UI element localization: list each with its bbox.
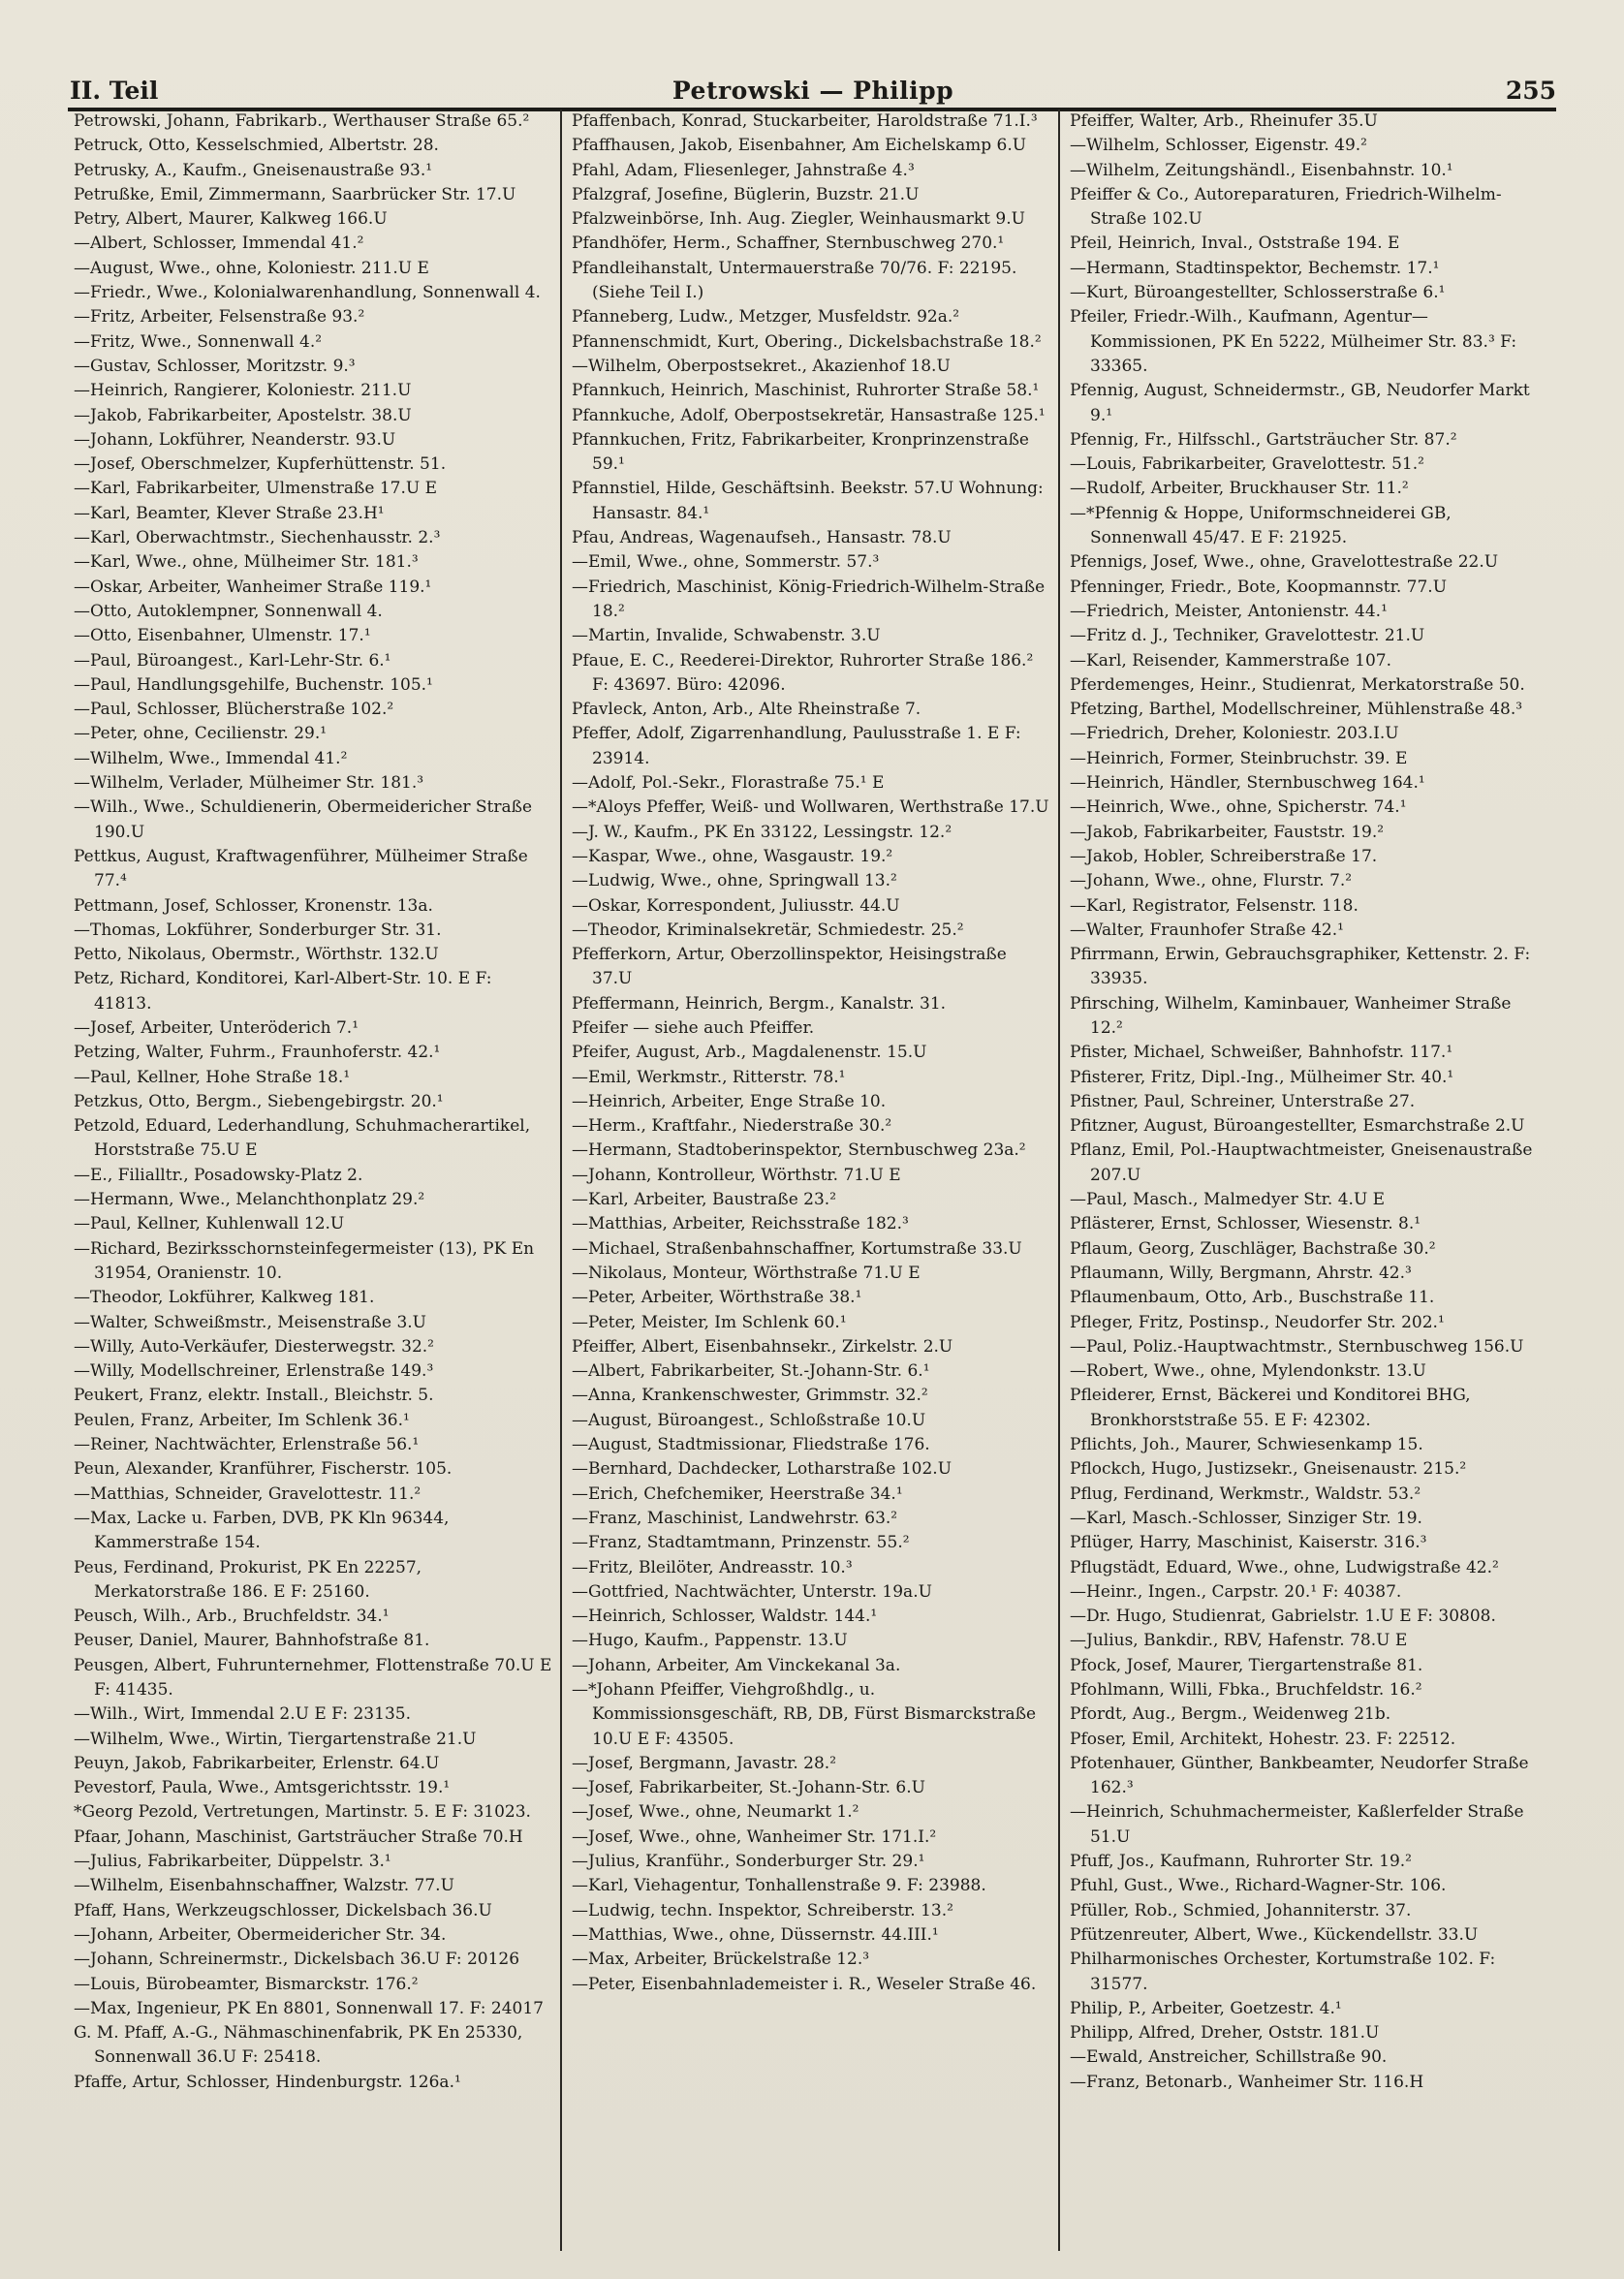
directory-entry: —Wilhelm, Eisenbahnschaffner, Walzstr. 77.U xyxy=(74,1876,454,1896)
directory-entry: —Heinrich, Arbeiter, Enge Straße 10. xyxy=(572,1091,887,1111)
directory-entry: —Heinrich, Schuhmachermeister, Kaßlerfelder Straße 51.U xyxy=(1070,1802,1524,1847)
directory-entry: —Theodor, Kriminalsekretär, Schmiedestr. 25.² xyxy=(572,920,964,940)
directory-entry: Pflaumenbaum, Otto, Arb., Buschstraße 11. xyxy=(1070,1288,1435,1308)
directory-entry: —Walter, Schweißmstr., Meisenstraße 3.U xyxy=(74,1312,427,1332)
directory-entry: Pfistner, Paul, Schreiner, Unterstraße 27. xyxy=(1070,1091,1416,1111)
directory-entry: Philipp, Alfred, Dreher, Oststr. 181.U xyxy=(1070,2023,1380,2044)
directory-entry: Pflugstädt, Eduard, Wwe., ohne, Ludwigstraße 42.² xyxy=(1070,1557,1499,1577)
directory-entry: —Johann, Arbeiter, Am Vinckekanal 3a. xyxy=(572,1655,901,1675)
directory-entry: Pfeil, Heinrich, Inval., Oststraße 194. E xyxy=(1070,234,1400,254)
directory-entry: Pfennig, Fr., Hilfsschl., Gartsträucher Str. 87.² xyxy=(1070,429,1457,450)
directory-entry: —*Johann Pfeiffer, Viehgroßhdlg., u. Kommissionsgeschäft, RB, DB, Fürst Bismarckstraße 10.U E F: 43505. xyxy=(572,1680,1037,1749)
directory-entry: —Ludwig, Wwe., ohne, Springwall 13.² xyxy=(572,871,897,891)
directory-entry: —Johann, Wwe., ohne, Flurstr. 7.² xyxy=(1070,871,1353,891)
directory-entry: —Kurt, Büroangestellter, Schlosserstraße 6.¹ xyxy=(1070,283,1446,303)
directory-entry: —*Aloys Pfeffer, Weiß- und Wollwaren, Werthstraße 17.U xyxy=(572,797,1049,818)
directory-entry: Pfuff, Jos., Kaufmann, Ruhrorter Str. 19.² xyxy=(1070,1852,1412,1872)
directory-entry: —Gottfried, Nachtwächter, Unterstr. 19a.U xyxy=(572,1581,932,1602)
directory-entry: Petrußke, Emil, Zimmermann, Saarbrücker Str. 17.U xyxy=(74,184,516,204)
directory-entry: —Julius, Fabrikarbeiter, Düppelstr. 3.¹ xyxy=(74,1852,391,1872)
directory-entry: —Anna, Krankenschwester, Grimmstr. 32.² xyxy=(572,1386,928,1406)
directory-entry: —Karl, Reisender, Kammerstraße 107. xyxy=(1070,650,1391,671)
part-label: II. Teil xyxy=(70,77,159,105)
directory-entry: Pfister, Michael, Schweißer, Bahnhofstr. 117.¹ xyxy=(1070,1043,1453,1063)
directory-entry: Pfüller, Rob., Schmied, Johanniterstr. 37. xyxy=(1070,1900,1412,1920)
directory-entry: —Josef, Bergmann, Javastr. 28.² xyxy=(572,1753,837,1773)
directory-entry: —Hermann, Wwe., Melanchthonplatz 29.² xyxy=(74,1190,425,1210)
directory-entry: —Josef, Fabrikarbeiter, St.-Johann-Str. 6.U xyxy=(572,1778,925,1798)
directory-entry: —Paul, Kellner, Hohe Straße 18.¹ xyxy=(74,1067,351,1087)
directory-entry: —Willy, Auto-Verkäufer, Diesterwegstr. 32.² xyxy=(74,1336,434,1357)
directory-entry: Peus, Ferdinand, Prokurist, PK En 22257, Merkatorstraße 186. E F: 25160. xyxy=(74,1557,422,1602)
directory-entry: Pfannkuche, Adolf, Oberpostsekretär, Hansastraße 125.¹ xyxy=(572,405,1046,425)
directory-entry: —Jakob, Fabrikarbeiter, Apostelstr. 38.U xyxy=(74,405,412,425)
directory-entry: G. M. Pfaff, A.-G., Nähmaschinenfabrik, PK En 25330, Sonnenwall 36.U F: 25418. xyxy=(74,2023,523,2068)
directory-entry: Philharmonisches Orchester, Kortumstraße 102. F: 31577. xyxy=(1070,1950,1496,1994)
directory-entry: Pfotenhauer, Günther, Bankbeamter, Neudorfer Straße 162.³ xyxy=(1070,1753,1529,1798)
directory-entry: Pflug, Ferdinand, Werkmstr., Waldstr. 53.² xyxy=(1070,1483,1421,1504)
directory-entry: —Karl, Masch.-Schlosser, Sinziger Str. 19. xyxy=(1070,1508,1422,1528)
directory-entry: Pflaumann, Willy, Bergmann, Ahrstr. 42.³ xyxy=(1070,1263,1412,1283)
column-middle xyxy=(560,109,1058,2251)
directory-entry: Peusch, Wilh., Arb., Bruchfeldstr. 34.¹ xyxy=(74,1607,390,1627)
directory-entry: Pfeiler, Friedr.-Wilh., Kaufmann, Agentur—Kommissionen, PK En 5222, Mülheimer Str. 83.³ F: 33365. xyxy=(1070,307,1517,376)
directory-entry: Pfetzing, Barthel, Modellschreiner, Mühlenstraße 48.³ xyxy=(1070,700,1523,720)
directory-entry: —Friedrich, Dreher, Koloniestr. 203.I.U xyxy=(1070,724,1399,744)
directory-entry: —Louis, Bürobeamter, Bismarckstr. 176.² xyxy=(74,1974,419,1994)
directory-entry: —Wilh., Wirt, Immendal 2.U E F: 23135. xyxy=(74,1704,411,1725)
directory-entry: Petto, Nikolaus, Obermstr., Wörthstr. 132.U xyxy=(74,945,439,965)
directory-entry: —Hugo, Kaufm., Pappenstr. 13.U xyxy=(572,1631,848,1651)
directory-entry: —Karl, Arbeiter, Baustraße 23.² xyxy=(572,1190,837,1210)
directory-entry: —*Pfennig & Hoppe, Uniformschneiderei GB, Sonnenwall 45/47. E F: 21925. xyxy=(1070,503,1452,548)
directory-entry: —Albert, Fabrikarbeiter, St.-Johann-Str. 6.¹ xyxy=(572,1361,930,1382)
directory-entry: Pfeifer, August, Arb., Magdalenenstr. 15.U xyxy=(572,1043,927,1063)
directory-entry: —Friedr., Wwe., Kolonialwarenhandlung, Sonnenwall 4. xyxy=(74,283,541,303)
directory-entry: Pevestorf, Paula, Wwe., Amtsgerichtsstr. 19.¹ xyxy=(74,1778,451,1798)
directory-entry: —J. W., Kaufm., PK En 33122, Lessingstr. 12.² xyxy=(572,822,953,842)
directory-entry: —Max, Ingenieur, PK En 8801, Sonnenwall 17. F: 24017 xyxy=(74,1998,544,2018)
directory-entry: Pfeiffer & Co., Autoreparaturen, Friedrich-Wilhelm-Straße 102.U xyxy=(1070,184,1502,230)
directory-entry: —Julius, Bankdir., RBV, Hafenstr. 78.U E xyxy=(1070,1631,1408,1651)
directory-entry: —Thomas, Lokführer, Sonderburger Str. 31. xyxy=(74,920,442,940)
directory-entry: —Karl, Oberwachtmstr., Siechenhausstr. 2.³ xyxy=(74,528,441,548)
directory-entry: —Karl, Wwe., ohne, Mülheimer Str. 181.³ xyxy=(74,552,419,573)
directory-entry: Pfennig, August, Schneidermstr., GB, Neudorfer Markt 9.¹ xyxy=(1070,381,1530,425)
directory-entry: —Kaspar, Wwe., ohne, Wasgaustr. 19.² xyxy=(572,846,893,866)
directory-entry: —Peter, Meister, Im Schlenk 60.¹ xyxy=(572,1312,847,1332)
directory-entry: Peun, Alexander, Kranführer, Fischerstr. 105. xyxy=(74,1459,453,1480)
directory-entry: —Franz, Betonarb., Wanheimer Str. 116.H xyxy=(1070,2072,1424,2092)
directory-entry: Pfeifer — siehe auch Pfeiffer. xyxy=(572,1017,815,1038)
directory-entry: —Wilhelm, Wwe., Immendal 41.² xyxy=(74,748,348,768)
directory-entry: —Theodor, Lokführer, Kalkweg 181. xyxy=(74,1288,375,1308)
directory-entry: Pfavleck, Anton, Arb., Alte Rheinstraße 7. xyxy=(572,700,921,720)
directory-entry: Pfaffenbach, Konrad, Stuckarbeiter, Haroldstraße 71.I.³ xyxy=(572,111,1038,131)
directory-entry: Pfitzner, August, Büroangestellter, Esmarchstraße 2.U xyxy=(1070,1116,1525,1137)
directory-entry: Pfannkuch, Heinrich, Maschinist, Ruhrorter Straße 58.¹ xyxy=(572,381,1040,401)
directory-entry: Pfeffer, Adolf, Zigarrenhandlung, Paulusstraße 1. E F: 23914. xyxy=(572,724,1021,768)
directory-entry: Pfau, Andreas, Wagenaufseh., Hansastr. 78.U xyxy=(572,528,952,548)
directory-entry: —Fritz d. J., Techniker, Gravelottestr. 21.U xyxy=(1070,626,1425,646)
directory-entry: Peuser, Daniel, Maurer, Bahnhofstraße 81. xyxy=(74,1631,430,1651)
directory-entry: Pfalzweinbörse, Inh. Aug. Ziegler, Weinhausmarkt 9.U xyxy=(572,209,1025,230)
directory-entry: —Emil, Werkmstr., Ritterstr. 78.¹ xyxy=(572,1067,846,1087)
column-left xyxy=(70,109,560,2251)
directory-entry: Petruck, Otto, Kesselschmied, Albertstr. 28. xyxy=(74,136,439,156)
directory-entry: —Heinrich, Schlosser, Waldstr. 144.¹ xyxy=(572,1607,878,1627)
directory-entry: —Fritz, Wwe., Sonnenwall 4.² xyxy=(74,331,323,352)
directory-entry: Pfordt, Aug., Bergm., Weidenweg 21b. xyxy=(1070,1704,1391,1725)
directory-entry: Pfleger, Fritz, Postinsp., Neudorfer Str. 202.¹ xyxy=(1070,1312,1445,1332)
directory-entry: —Karl, Beamter, Klever Straße 23.H¹ xyxy=(74,503,385,523)
directory-entry: —E., Filialltr., Posadowsky-Platz 2. xyxy=(74,1165,363,1185)
directory-entry: —Herm., Kraftfahr., Niederstraße 30.² xyxy=(572,1116,892,1137)
directory-entry: —Heinr., Ingen., Carpstr. 20.¹ F: 40387. xyxy=(1070,1581,1402,1602)
directory-entry: —Reiner, Nachtwächter, Erlenstraße 56.¹ xyxy=(74,1435,420,1455)
directory-entry: —Julius, Kranführ., Sonderburger Str. 29.¹ xyxy=(572,1852,925,1872)
directory-entry: Pfaue, E. C., Reederei-Direktor, Ruhrorter Straße 186.² F: 43697. Büro: 42096. xyxy=(572,650,1034,695)
directory-entry: —Hermann, Stadtinspektor, Bechemstr. 17.¹ xyxy=(1070,258,1440,278)
directory-entry: —Peter, Arbeiter, Wörthstraße 38.¹ xyxy=(572,1288,862,1308)
directory-entry: —Peter, ohne, Cecilienstr. 29.¹ xyxy=(74,724,328,744)
directory-entry: —Heinrich, Wwe., ohne, Spicherstr. 74.¹ xyxy=(1070,797,1407,818)
directory-entry: —Otto, Autoklempner, Sonnenwall 4. xyxy=(74,601,383,621)
directory-entry: Pferdemenges, Heinr., Studienrat, Merkatorstraße 50. xyxy=(1070,674,1525,695)
directory-entry: —Franz, Stadtamtmann, Prinzenstr. 55.² xyxy=(572,1533,910,1553)
directory-entry: —Emil, Wwe., ohne, Sommerstr. 57.³ xyxy=(572,552,880,573)
directory-entry: —Rudolf, Arbeiter, Bruckhauser Str. 11.² xyxy=(1070,479,1409,499)
directory-entry: —Franz, Maschinist, Landwehrstr. 63.² xyxy=(572,1508,898,1528)
directory-entry: Pfeffermann, Heinrich, Bergm., Kanalstr. 31. xyxy=(572,993,947,1014)
directory-entry: —Johann, Kontrolleur, Wörthstr. 71.U E xyxy=(572,1165,901,1185)
directory-entry: —Jakob, Fabrikarbeiter, Fauststr. 19.² xyxy=(1070,822,1385,842)
directory-entry: Petzold, Eduard, Lederhandlung, Schuhmacherartikel, Horststraße 75.U E xyxy=(74,1116,531,1161)
directory-entry: —Michael, Straßenbahnschaffner, Kortumstraße 33.U xyxy=(572,1238,1022,1259)
directory-entry: —Oskar, Korrespondent, Juliusstr. 44.U xyxy=(572,895,900,916)
directory-entry: Pfeiffer, Albert, Eisenbahnsekr., Zirkelstr. 2.U xyxy=(572,1336,953,1357)
directory-entry: Pfannstiel, Hilde, Geschäftsinh. Beekstr. 57.U Wohnung: Hansastr. 84.¹ xyxy=(572,479,1044,523)
directory-entry: Pfirsching, Wilhelm, Kaminbauer, Wanheimer Straße 12.² xyxy=(1070,993,1512,1038)
directory-entry: —Josef, Wwe., ohne, Wanheimer Str. 171.I.² xyxy=(572,1826,937,1847)
directory-entry: Pfaar, Johann, Maschinist, Gartsträucher Straße 70.H xyxy=(74,1826,523,1847)
directory-entry: —Oskar, Arbeiter, Wanheimer Straße 119.¹ xyxy=(74,577,432,597)
directory-entry: Pfannenschmidt, Kurt, Obering., Dickelsbachstraße 18.² xyxy=(572,331,1042,352)
directory-entry: —Louis, Fabrikarbeiter, Gravelottestr. 51.² xyxy=(1070,454,1424,475)
directory-entry: —Wilhelm, Oberpostsekret., Akazienhof 18.U xyxy=(572,356,951,376)
directory-entry: Petzing, Walter, Fuhrm., Fraunhoferstr. 42.¹ xyxy=(74,1043,441,1063)
directory-entry: —Paul, Handlungsgehilfe, Buchenstr. 105.¹ xyxy=(74,674,433,695)
directory-entry: —Wilhelm, Verlader, Mülheimer Str. 181.³ xyxy=(74,773,424,794)
directory-entry: —Gustav, Schlosser, Moritzstr. 9.³ xyxy=(74,356,356,376)
directory-entry: —Heinrich, Rangierer, Koloniestr. 211.U xyxy=(74,381,412,401)
directory-entry: Pfenninger, Friedr., Bote, Koopmannstr. 77.U xyxy=(1070,577,1448,597)
directory-entry: —Peter, Eisenbahnlademeister i. R., Weseler Straße 46. xyxy=(572,1974,1037,1994)
directory-entry: —Matthias, Wwe., ohne, Düssernstr. 44.III.¹ xyxy=(572,1924,939,1945)
directory-entry: —Willy, Modellschreiner, Erlenstraße 149.³ xyxy=(74,1361,434,1382)
directory-entry: Pfandhöfer, Herm., Schaffner, Sternbuschweg 270.¹ xyxy=(572,234,1005,254)
directory-entry: —August, Büroangest., Schloßstraße 10.U xyxy=(572,1410,926,1430)
directory-entry: —Paul, Büroangest., Karl-Lehr-Str. 6.¹ xyxy=(74,650,391,671)
directory-entry: —August, Wwe., ohne, Koloniestr. 211.U E xyxy=(74,258,429,278)
directory-entry: Pflüger, Harry, Maschinist, Kaiserstr. 316.³ xyxy=(1070,1533,1427,1553)
directory-entry: —Walter, Fraunhofer Straße 42.¹ xyxy=(1070,920,1344,940)
directory-entry: —Paul, Schlosser, Blücherstraße 102.² xyxy=(74,700,394,720)
directory-entry: —August, Stadtmissionar, Fliedstraße 176. xyxy=(572,1435,930,1455)
directory-entry: Pfleiderer, Ernst, Bäckerei und Konditorei BHG, Bronkhorststraße 55. E F: 42302. xyxy=(1070,1386,1471,1430)
directory-entry: Pettkus, August, Kraftwagenführer, Mülheimer Straße 77.⁴ xyxy=(74,846,528,891)
directory-entry: Pfahl, Adam, Fliesenleger, Jahnstraße 4.³ xyxy=(572,160,915,180)
directory-entry: —Johann, Lokführer, Neanderstr. 93.U xyxy=(74,429,396,450)
directory-entry: —Ludwig, techn. Inspektor, Schreiberstr. 13.² xyxy=(572,1900,953,1920)
directory-entry: —Friedrich, Meister, Antonienstr. 44.¹ xyxy=(1070,601,1388,621)
directory-entry: Pfeiffer, Walter, Arb., Rheinufer 35.U xyxy=(1070,111,1378,131)
directory-entry: Pflästerer, Ernst, Schlosser, Wiesenstr. 8.¹ xyxy=(1070,1214,1421,1234)
directory-entry: Pflanz, Emil, Pol.-Hauptwachtmeister, Gneisenaustraße 207.U xyxy=(1070,1140,1533,1185)
directory-entry: —Wilhelm, Zeitungshändl., Eisenbahnstr. 10.¹ xyxy=(1070,160,1453,180)
directory-entry: —Paul, Kellner, Kuhlenwall 12.U xyxy=(74,1214,345,1234)
directory-entry: Pfaffhausen, Jakob, Eisenbahner, Am Eichelskamp 6.U xyxy=(572,136,1027,156)
directory-entry: Pfandleihanstalt, Untermauerstraße 70/76. F: 22195. (Siehe Teil I.) xyxy=(572,258,1017,303)
directory-entry: —Josef, Wwe., ohne, Neumarkt 1.² xyxy=(572,1802,859,1823)
directory-entry: —Jakob, Hobler, Schreiberstraße 17. xyxy=(1070,846,1378,866)
columns xyxy=(70,109,1556,2251)
directory-entry: —Hermann, Stadtoberinspektor, Sternbuschweg 23a.² xyxy=(572,1140,1026,1161)
page-number: 255 xyxy=(1505,77,1556,105)
directory-entry: Pfohlmann, Willi, Fbka., Bruchfeldstr. 16.² xyxy=(1070,1680,1422,1700)
directory-entry: —Johann, Arbeiter, Obermeidericher Str. 34. xyxy=(74,1924,447,1945)
directory-entry: Pfefferkorn, Artur, Oberzollinspektor, Heisingstraße 37.U xyxy=(572,945,1007,989)
directory-entry: —Karl, Registrator, Felsenstr. 118. xyxy=(1070,895,1359,916)
directory-entry: Pfaff, Hans, Werkzeugschlosser, Dickelsbach 36.U xyxy=(74,1900,492,1920)
directory-entry: Pfalzgraf, Josefine, Büglerin, Buzstr. 21.U xyxy=(572,184,920,204)
directory-entry: —Robert, Wwe., ohne, Mylendonkstr. 13.U xyxy=(1070,1361,1426,1382)
directory-entry: Petzkus, Otto, Bergm., Siebengebirgstr. 20.¹ xyxy=(74,1091,444,1111)
directory-entry: Pfock, Josef, Maurer, Tiergartenstraße 81. xyxy=(1070,1655,1423,1675)
directory-entry: —Friedrich, Maschinist, König-Friedrich-Wilhelm-Straße 18.² xyxy=(572,577,1046,621)
directory-entry: *Georg Pezold, Vertretungen, Martinstr. 5. E F: 31023. xyxy=(74,1802,531,1823)
directory-entry: —Erich, Chefchemiker, Heerstraße 34.¹ xyxy=(572,1483,903,1504)
directory-entry: Pflaum, Georg, Zuschläger, Bachstraße 30.² xyxy=(1070,1238,1436,1259)
directory-entry: —Adolf, Pol.-Sekr., Florastraße 75.¹ E xyxy=(572,773,885,794)
directory-entry: —Ewald, Anstreicher, Schillstraße 90. xyxy=(1070,2047,1388,2068)
directory-entry: —Fritz, Bleilöter, Andreasstr. 10.³ xyxy=(572,1557,853,1577)
directory-entry: —Wilhelm, Schlosser, Eigenstr. 49.² xyxy=(1070,136,1367,156)
directory-entry: —Wilhelm, Wwe., Wirtin, Tiergartenstraße 21.U xyxy=(74,1729,477,1749)
directory-entry: —Johann, Schreinermstr., Dickelsbach 36.U F: 20126 xyxy=(74,1950,520,1970)
directory-entry: —Max, Lacke u. Farben, DVB, PK Kln 96344, Kammerstraße 154. xyxy=(74,1508,450,1553)
name-range: Petrowski — Philipp xyxy=(671,77,954,105)
directory-entry: Philip, P., Arbeiter, Goetzestr. 4.¹ xyxy=(1070,1998,1342,2018)
directory-entry: Petz, Richard, Konditorei, Karl-Albert-Str. 10. E F: 41813. xyxy=(74,969,492,1014)
directory-entry: Petrusky, A., Kaufm., Gneisenaustraße 93.¹ xyxy=(74,160,433,180)
directory-entry: —Josef, Oberschmelzer, Kupferhüttenstr. 51. xyxy=(74,454,447,475)
directory-entry: Pfoser, Emil, Architekt, Hohestr. 23. F: 22512. xyxy=(1070,1729,1456,1749)
directory-entry: —Heinrich, Händler, Sternbuschweg 164.¹ xyxy=(1070,773,1425,794)
directory-entry: —Martin, Invalide, Schwabenstr. 3.U xyxy=(572,626,881,646)
directory-entry: Petry, Albert, Maurer, Kalkweg 166.U xyxy=(74,209,388,230)
directory-entry: —Josef, Arbeiter, Unteröderich 7.¹ xyxy=(74,1017,359,1038)
directory-entry: —Matthias, Schneider, Gravelottestr. 11.² xyxy=(74,1483,422,1504)
directory-entry: Pfuhl, Gust., Wwe., Richard-Wagner-Str. 106. xyxy=(1070,1876,1447,1896)
directory-entry: —Dr. Hugo, Studienrat, Gabrielstr. 1.U E F: 30808. xyxy=(1070,1607,1496,1627)
directory-entry: —Matthias, Arbeiter, Reichsstraße 182.³ xyxy=(572,1214,909,1234)
directory-entry: Pfannkuchen, Fritz, Fabrikarbeiter, Kronprinzenstraße 59.¹ xyxy=(572,429,1029,475)
directory-entry: —Albert, Schlosser, Immendal 41.² xyxy=(74,234,364,254)
directory-entry: —Karl, Viehagentur, Tonhallenstraße 9. F: 23988. xyxy=(572,1876,986,1896)
directory-entry: Peuyn, Jakob, Fabrikarbeiter, Erlenstr. 64.U xyxy=(74,1753,440,1773)
directory-entry: Pfennigs, Josef, Wwe., ohne, Gravelottestraße 22.U xyxy=(1070,552,1499,573)
directory-entry: Petrowski, Johann, Fabrikarb., Werthauser Straße 65.² xyxy=(74,111,530,131)
directory-entry: —Fritz, Arbeiter, Felsenstraße 93.² xyxy=(74,307,365,328)
directory-entry: —Otto, Eisenbahner, Ulmenstr. 17.¹ xyxy=(74,626,371,646)
page-header xyxy=(70,56,1556,105)
directory-entry: Pfirrmann, Erwin, Gebrauchsgraphiker, Kettenstr. 2. F: 33935. xyxy=(1070,945,1531,989)
directory-entry: Pfisterer, Fritz, Dipl.-Ing., Mülheimer Str. 40.¹ xyxy=(1070,1067,1454,1087)
directory-entry: —Max, Arbeiter, Brückelstraße 12.³ xyxy=(572,1950,870,1970)
directory-entry: —Nikolaus, Monteur, Wörthstraße 71.U E xyxy=(572,1263,921,1283)
directory-entry: Pflichts, Joh., Maurer, Schwiesenkamp 15. xyxy=(1070,1435,1423,1455)
directory-entry: Peusgen, Albert, Fuhrunternehmer, Flottenstraße 70.U E F: 41435. xyxy=(74,1655,552,1700)
directory-entry: —Karl, Fabrikarbeiter, Ulmenstraße 17.U E xyxy=(74,479,438,499)
directory-entry: —Paul, Poliz.-Hauptwachtmstr., Sternbuschweg 156.U xyxy=(1070,1336,1524,1357)
directory-entry: —Richard, Bezirksschornsteinfegermeister (13), PK En 31954, Oranienstr. 10. xyxy=(74,1238,535,1283)
directory-entry: Pflockch, Hugo, Justizsekr., Gneisenaustr. 215.² xyxy=(1070,1459,1467,1480)
directory-entry: —Bernhard, Dachdecker, Lotharstraße 102.U xyxy=(572,1459,953,1480)
directory-entry: —Heinrich, Former, Steinbruchstr. 39. E xyxy=(1070,748,1408,768)
directory-entry: Peukert, Franz, elektr. Install., Bleichstr. 5. xyxy=(74,1386,434,1406)
directory-entry: Pfaffe, Artur, Schlosser, Hindenburgstr. 126a.¹ xyxy=(74,2072,461,2092)
directory-entry: —Paul, Masch., Malmedyer Str. 4.U E xyxy=(1070,1190,1386,1210)
column-right xyxy=(1058,109,1556,2251)
directory-entry: —Wilh., Wwe., Schuldienerin, Obermeidericher Straße 190.U xyxy=(74,797,533,842)
directory-entry: Pettmann, Josef, Schlosser, Kronenstr. 13a. xyxy=(74,895,433,916)
directory-entry: Peulen, Franz, Arbeiter, Im Schlenk 36.¹ xyxy=(74,1410,410,1430)
directory-entry: Pfanneberg, Ludw., Metzger, Musfeldstr. 92a.² xyxy=(572,307,960,328)
directory-entry: Pfützenreuter, Albert, Wwe., Kückendellstr. 33.U xyxy=(1070,1924,1479,1945)
